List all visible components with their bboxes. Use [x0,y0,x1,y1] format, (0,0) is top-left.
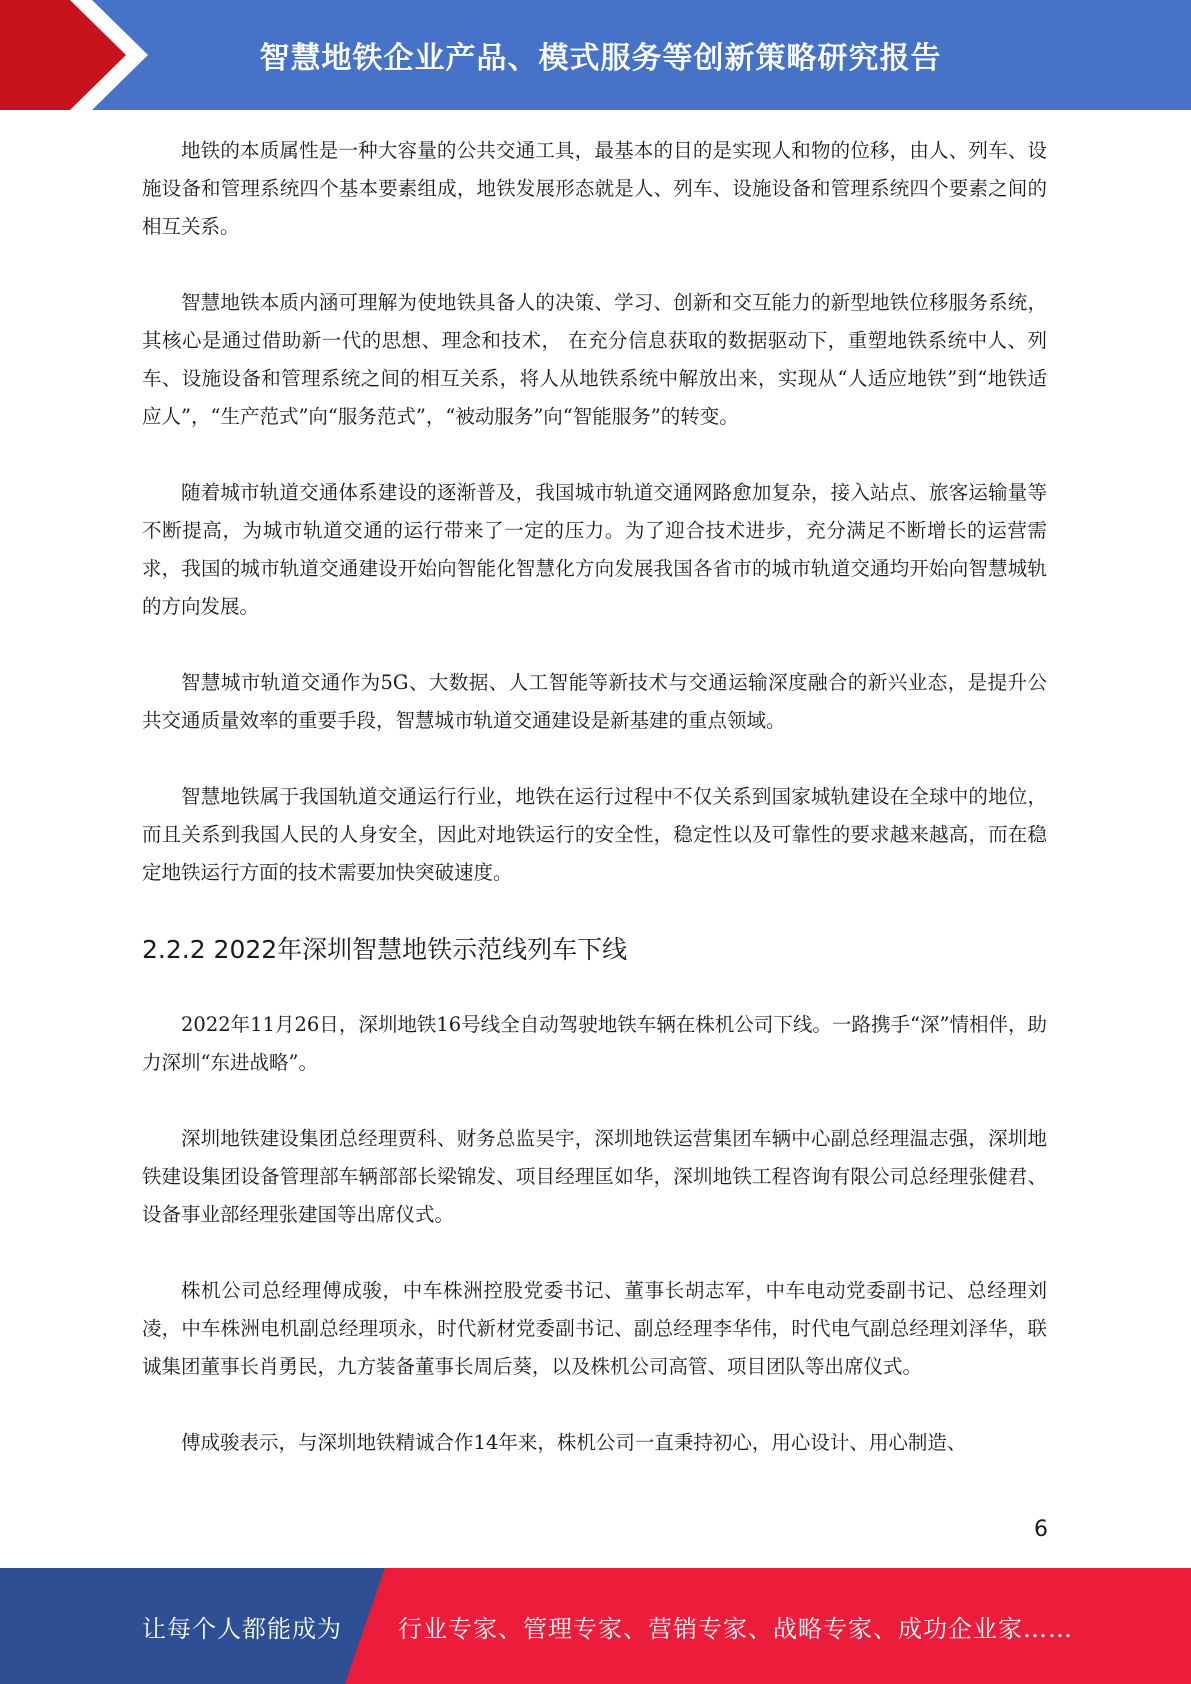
paragraph: 智慧地铁属于我国轨道交通运行行业，地铁在运行过程中不仅关系到国家城轨建设在全球中的地位，而且关系到我国人民的人身安全，因此对地铁运行的安全性，稳定性以及可靠性的要求越来越高，而在稳定地铁运行方面的技术需要加快突破速度。 [142,785,1047,884]
paragraph: 傅成骏表示，与深圳地铁精诚合作14年来，株机公司一直秉持初心，用心设计、用心制造、 [181,1431,967,1454]
page-header [0,0,1191,110]
paragraph: 株机公司总经理傅成骏，中车株洲控股党委书记、董事长胡志军，中车电动党委副书记、总经理刘凌，中车株洲电机副总经理项永，时代新材党委副书记、副总经理李华伟，时代电气副总经理刘泽华，联诚集团董事长肖勇民，九方装备董事长周后葵，以及株机公司高管、项目团队等出席仪式。 [142,1279,1047,1378]
paragraph: 智慧城市轨道交通作为5G、大数据、人工智能等新技术与交通运输深度融合的新兴业态，是提升公共交通质量效率的重要手段，智慧城市轨道交通建设是新基建的重点领域。 [142,671,1047,732]
paragraph: 2022年11月26日，深圳地铁16号线全自动驾驶地铁车辆在株机公司下线。一路携手“深”情相伴，助力深圳“东进战略”。 [142,1013,1047,1074]
document-body [142,132,1047,1500]
section-heading: 2.2.2 2022年深圳智慧地铁示范线列车下线 [142,935,628,964]
footer-slogan-right: 行业专家、管理专家、营销专家、战略专家、成功企业家…… [398,1614,1073,1643]
page-number: 6 [1034,1517,1048,1542]
paragraph: 深圳地铁建设集团总经理贾科、财务总监吴宇，深圳地铁运营集团车辆中心副总经理温志强，深圳地铁建设集团设备管理部车辆部部长梁锦发、项目经理匡如华，深圳地铁工程咨询有限公司总经理张健君、设备事业部经理张建国等出席仪式。 [142,1127,1047,1226]
paragraph: 智慧地铁本质内涵可理解为使地铁具备人的决策、学习、创新和交互能力的新型地铁位移服务系统，其核心是通过借助新一代的思想、理念和技术， 在充分信息获取的数据驱动下，重塑地铁系统中人、列车、设施设备和管理系统之间的相互关系，将人从地铁系统中解放出来，实现从“人适应地铁”到“地铁适应人”，“生产范式”向“服务范式”，“被动服务”向“智能服务”的转变。 [142,291,1047,428]
page-footer [0,1568,1191,1684]
footer-slogan-left: 让每个人都能成为 [142,1614,342,1643]
paragraph: 随着城市轨道交通体系建设的逐渐普及，我国城市轨道交通网路愈加复杂，接入站点、旅客运输量等不断提高，为城市轨道交通的运行带来了一定的压力。为了迎合技术进步，充分满足不断增长的运营需求，我国的城市轨道交通建设开始向智能化智慧化方向发展我国各省市的城市轨道交通均开始向智慧城轨的方向发展。 [142,481,1047,618]
report-title: 智慧地铁企业产品、模式服务等创新策略研究报告 [259,41,942,76]
paragraph: 地铁的本质属性是一种大容量的公共交通工具，最基本的目的是实现人和物的位移，由人、列车、设施设备和管理系统四个基本要素组成，地铁发展形态就是人、列车、设施设备和管理系统四个要素之间的相互关系。 [142,139,1047,238]
